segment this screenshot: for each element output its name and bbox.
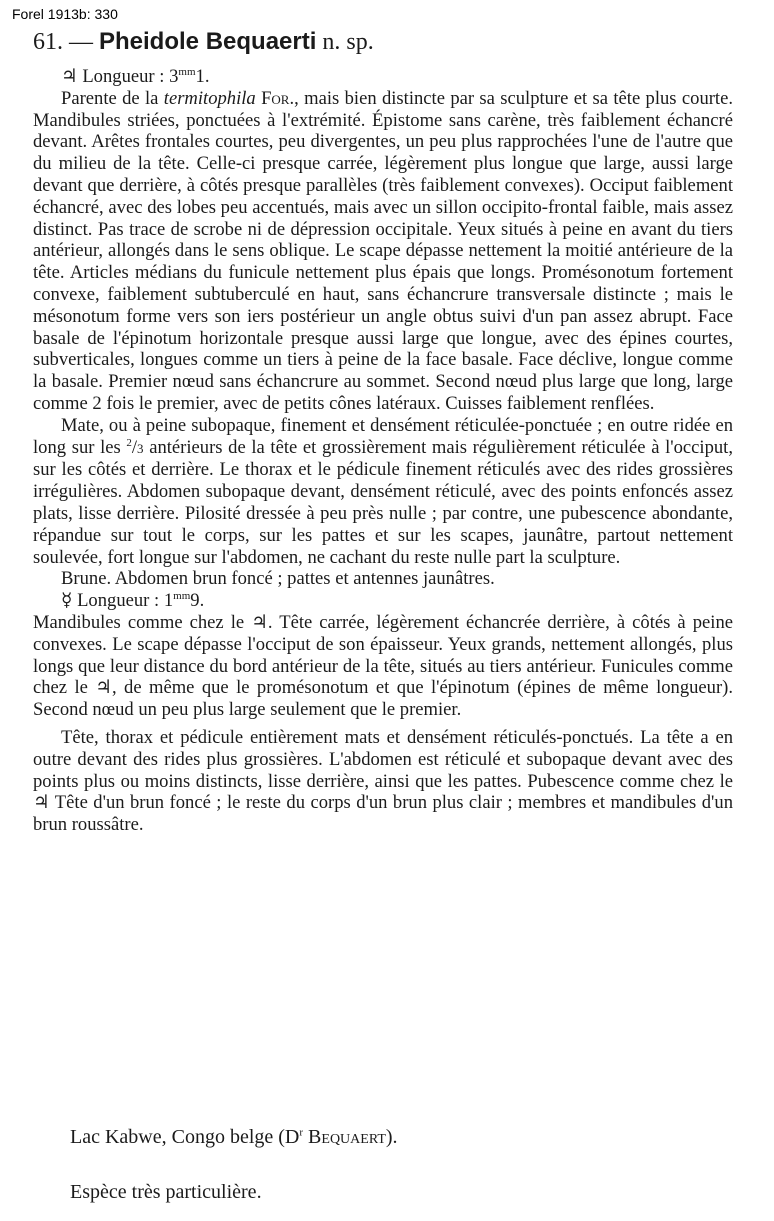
locality: Lac Kabwe, Congo belge ($D^r$ Bequaert). <box>70 1126 398 1148</box>
major-section <box>33 66 733 836</box>
worker-length <box>33 590 733 612</box>
species-status: n. sp. <box>322 29 374 55</box>
collector-name: Bequaert <box>308 1126 386 1148</box>
related-species: termitophila <box>163 87 256 109</box>
author-abbrev: For. <box>261 87 295 109</box>
length-label: Longueur : <box>82 66 165 87</box>
major-symbol: ♃ <box>61 66 78 87</box>
major-description: Parente de la termitophila For., mais bien distincte par sa sculpture et sa tête plus courte. Mandibules striées, ponctuées à l'extrémité. Épistome sans carène, très faiblement échancré devant. Arêtes frontales courtes, peu divergentes, un peu plus rapprochées l'une de l'autre que du milieu de la tête. Celle-ci presque carrée, légèrement plus longue que large, aussi large devant que derrière, à côtés presque parallèles (très faiblement convexes). Occiput faiblement échancré, avec des lobes peu accentués, mais avec un sillon occipito-frontal faible, mais assez distinct. Pas trace de scrobe ni de dépression occipitale. Yeux situés à peine en avant du tiers antérieur, allongés dans le sens oblique. Le scape dépasse nettement la moitié antérieure de la tête. Articles médians du funicule nettement plus épais que longs. Promésonotum fortement convexe, faiblement subtuberculé en haut, sans échancrure transversale distincte ; mais le mésonotum forme vers son iers postérieur un angle obtus suivi d'un pan assez abrupt. Face basale de l'épinotum horizontale presque aussi large que longue, avec des épines courtes, subverticales, longues comme un tiers à peine de la face basale. Face déclive, longue comme la basale. Premier nœud sans échancrure au sommet. Second nœud plus large que long, large comme 2 fois le premier, avec de petits cônes latéraux. Cuisses faiblement renflées. <box>33 87 733 414</box>
page-reference: Forel 1913b: 330 <box>12 6 118 22</box>
major-color: Brune. Abdomen brun foncé ; pattes et antennes jaunâtres. <box>61 568 495 590</box>
length-label: Longueur : <box>77 590 160 612</box>
worker-length-value: $1^{mm}9$. <box>163 589 205 612</box>
species-heading <box>33 28 374 56</box>
remark: Espèce très particulière. <box>70 1181 262 1203</box>
major-sculpture: Mate, ou à peine subopaque, finement et densément réticulée-ponctuée ; en outre ridée en long sur les $^2$/3 antérieurs de la tête et grossièrement mais régulièrement réticulée à l'occiput, sur les côtés et derrière. Le thorax et le pédicule finement réticulés avec des rides grossières irrégulières. Abdomen subopaque devant, densément réticulé, avec des points enfoncés assez plats, lisse derrière. Pilosité dressée à peu près nulle ; par contre, une pubescence abondante, répandue sur tout le corps, sur les pattes et sur les scapes, jaunâtre, partout nettement soulevée, fort longue sur l'abdomen, ne cachant du reste nulle part la sculpture. <box>33 414 733 568</box>
species-name: Pheidole Bequaerti <box>99 28 317 55</box>
major-length-value: $3^{mm}1$. <box>169 65 210 87</box>
worker-description: Mandibules comme chez le ♃. Tête carrée, légèrement échancrée derrière, à côtés à peine convexes. Le scape dépasse l'occiput de son épaisseur. Yeux grands, nettement allongés, plus longs que leur distance du bord antérieur de la tête, situés au tiers antérieur. Funicules comme chez le ♃, de même que le promésonotum et que l'épinotum (épines de même longueur). Second nœud un peu plus large seulement que le premier. <box>33 611 733 721</box>
worker-symbol: ☿ <box>61 590 73 612</box>
major-length <box>33 66 733 88</box>
species-number: 61. — <box>33 29 93 55</box>
worker-sculpture: Tête, thorax et pédicule entièrement mats et densément réticulés-ponctués. La tête a en outre devant des rides plus grossières. L'abdomen est réticulé et subopaque devant avec des points plus ou moins distincts, lisse derrière, ainsi que les pattes. Pubescence comme chez le ♃ Tête d'un brun foncé ; le reste du corps d'un brun plus clair ; membres et mandibules d'un brun roussâtre. <box>33 726 733 836</box>
